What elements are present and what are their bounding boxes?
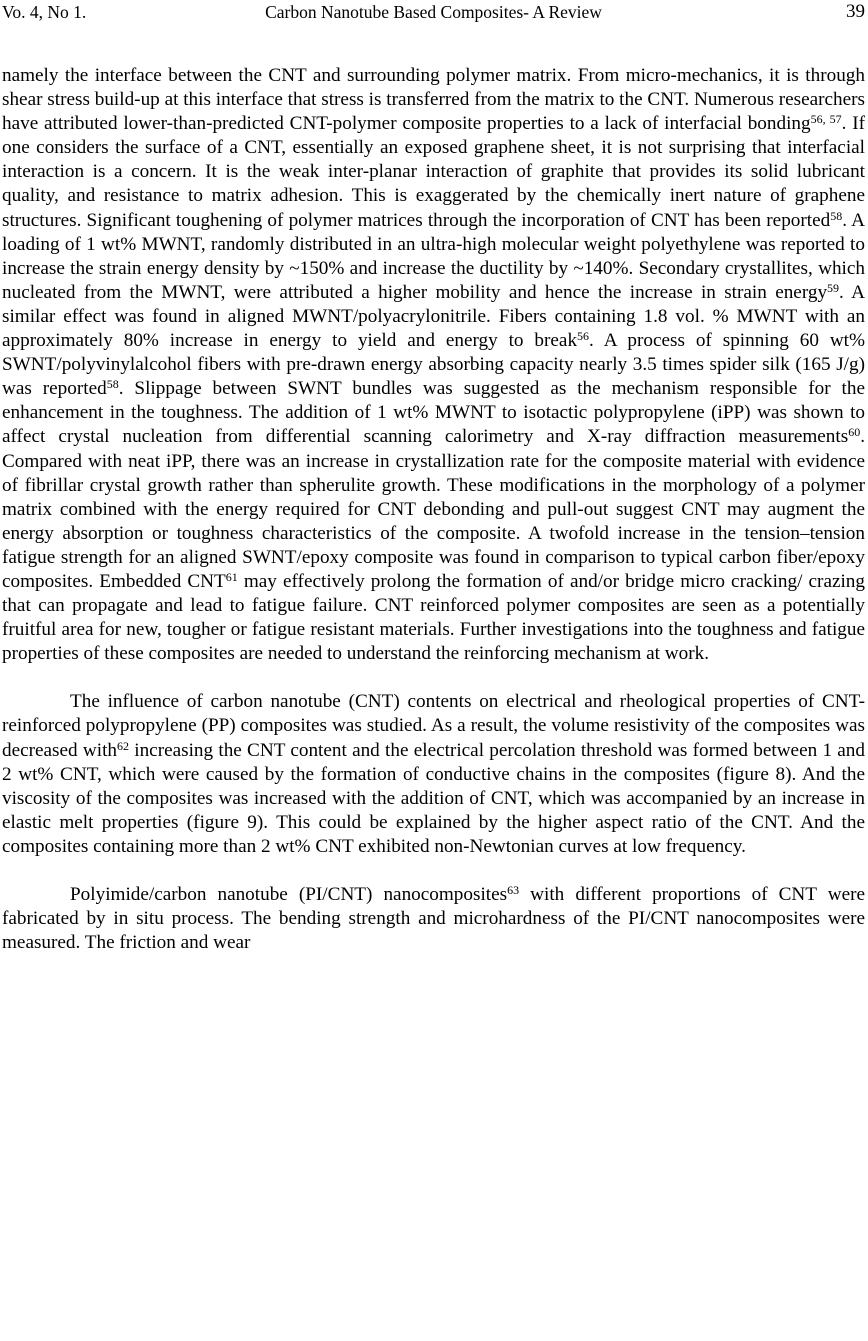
text-run: . If one considers the surface of a CNT, essentially an exposed graphene sheet, it is not surprising that interfacial interaction is a concern. It is the weak inter-planar interaction of graphite that provides its solid lubricant quality, and resistance to matrix adhesion. This is exaggerated by the chemically inert nature of graphene structures. Significant toughening of polymer matrices through the incorporation of CNT has been reported [2,113,866,231]
paragraph-toughness [2,64,865,666]
text-run: may effectively prolong the formation of and/or bridge micro cracking/ crazing that can propagate and lead to fatigue failure. CNT reinforced polymer composites are seen as a potentially fruitful area for new, tougher or fatigue resistant materials. Further investigations into the toughness and fatigue properties of these composites are needed to understand the reinforcing mechanism at work. [2,570,865,665]
text-run: with different proportions of CNT were fabricated by in situ process. The bending strength and microhardness of the PI/CNT nanocomposites were measured. The friction and wear [2,884,865,954]
paragraph-gap [2,666,865,690]
text-run: namely the interface between the CNT and surrounding polymer matrix. From micro-mechanics, it is through shear stress build-up at this interface that stress is transferred from the matrix to the CNT. Numerous researchers have attributed lower-than-predicted CNT-polymer composite properties to a lack of interfacial bonding [2,65,865,135]
paragraph-electrical-rheological [2,690,865,859]
page-number: 39 [846,1,865,22]
text-run: The influence of carbon nanotube (CNT) contents on electrical and rheological properties of CNT-reinforced polypropylene (PP) composites was studied. As a result, the volume resistivity of the composites was decreased with [2,691,865,761]
citation-superscript: 58 [106,377,119,392]
paragraph-polyimide [2,883,865,955]
paragraph-gap [2,859,865,883]
citation-superscript: 62 [117,738,129,753]
citation-superscript: 60 [848,425,861,440]
text-run: . A similar effect was found in aligned MWNT/polyacrylonitrile. Fibers containing 1.8 vol. % MWNT with an approximately 80% increase in energy to yield and energy to break [2,281,865,352]
citation-superscript: 59 [827,280,840,295]
article-body [2,64,865,955]
citation-superscript: 56 [577,329,590,344]
text-run: . Slippage between SWNT bundles was suggested as the mechanism responsible for the enhancement in the toughness. The addition of 1 wt% MWNT to isotactic polypropylene (iPP) was shown to affect crystal nucleation from differential scanning calorimetry and X-ray diffraction measurements [2,378,865,448]
text-run: increasing the CNT content and the electrical percolation threshold was formed between 1 and 2 wt% CNT, which were caused by the formation of conductive chains in the composites (figure 8). And the viscosity of the composites was increased with the addition of CNT, which was accompanied by an increase in elastic melt properties (figure 9). This could be explained by the higher aspect ratio of the CNT. And the composites containing more than 2 wt% CNT exhibited non-Newtonian curves at low frequency. [2,739,865,857]
citation-superscript: 58 [830,208,843,223]
volume-issue: Vo. 4, No 1. [2,2,87,22]
citation-superscript: 56, 57 [810,112,842,127]
text-run: . Compared with neat iPP, there was an increase in crystallization rate for the composite material with evidence of fibrillar crystal growth rather than spherulite growth. These modifications in the morphology of a polymer matrix combined with the energy required for CNT debonding and pull-out suggest CNT may augment the energy absorption or toughness characteristics of the composite. A twofold increase in the tension–tension fatigue strength for an aligned SWNT/epoxy composite was found in comparison to typical carbon fiber/epoxy composites. Embedded CNT [2,426,865,592]
citation-superscript: 63 [507,883,520,897]
text-run: . A process of spinning 60 wt% SWNT/polyvinylalcohol fibers with pre-drawn energy absorbing capacity nearly 3.5 times spider silk (165 J/g) was reported [2,330,865,400]
citation-superscript: 61 [225,569,238,584]
running-title: Carbon Nanotube Based Composites- A Review [265,2,602,22]
text-run: . A loading of 1 wt% MWNT, randomly distributed in an ultra-high molecular weight polyethylene was reported to increase the strain energy density by ~150% and increase the ductility by ~140%. Secondary crystallites, which nucleated from the MWNT, were attributed a higher mobility and hence the increase in strain energy [2,209,865,303]
text-run: Polyimide/carbon nanotube (PI/CNT) nanocomposites [70,884,508,905]
running-header [2,0,865,26]
